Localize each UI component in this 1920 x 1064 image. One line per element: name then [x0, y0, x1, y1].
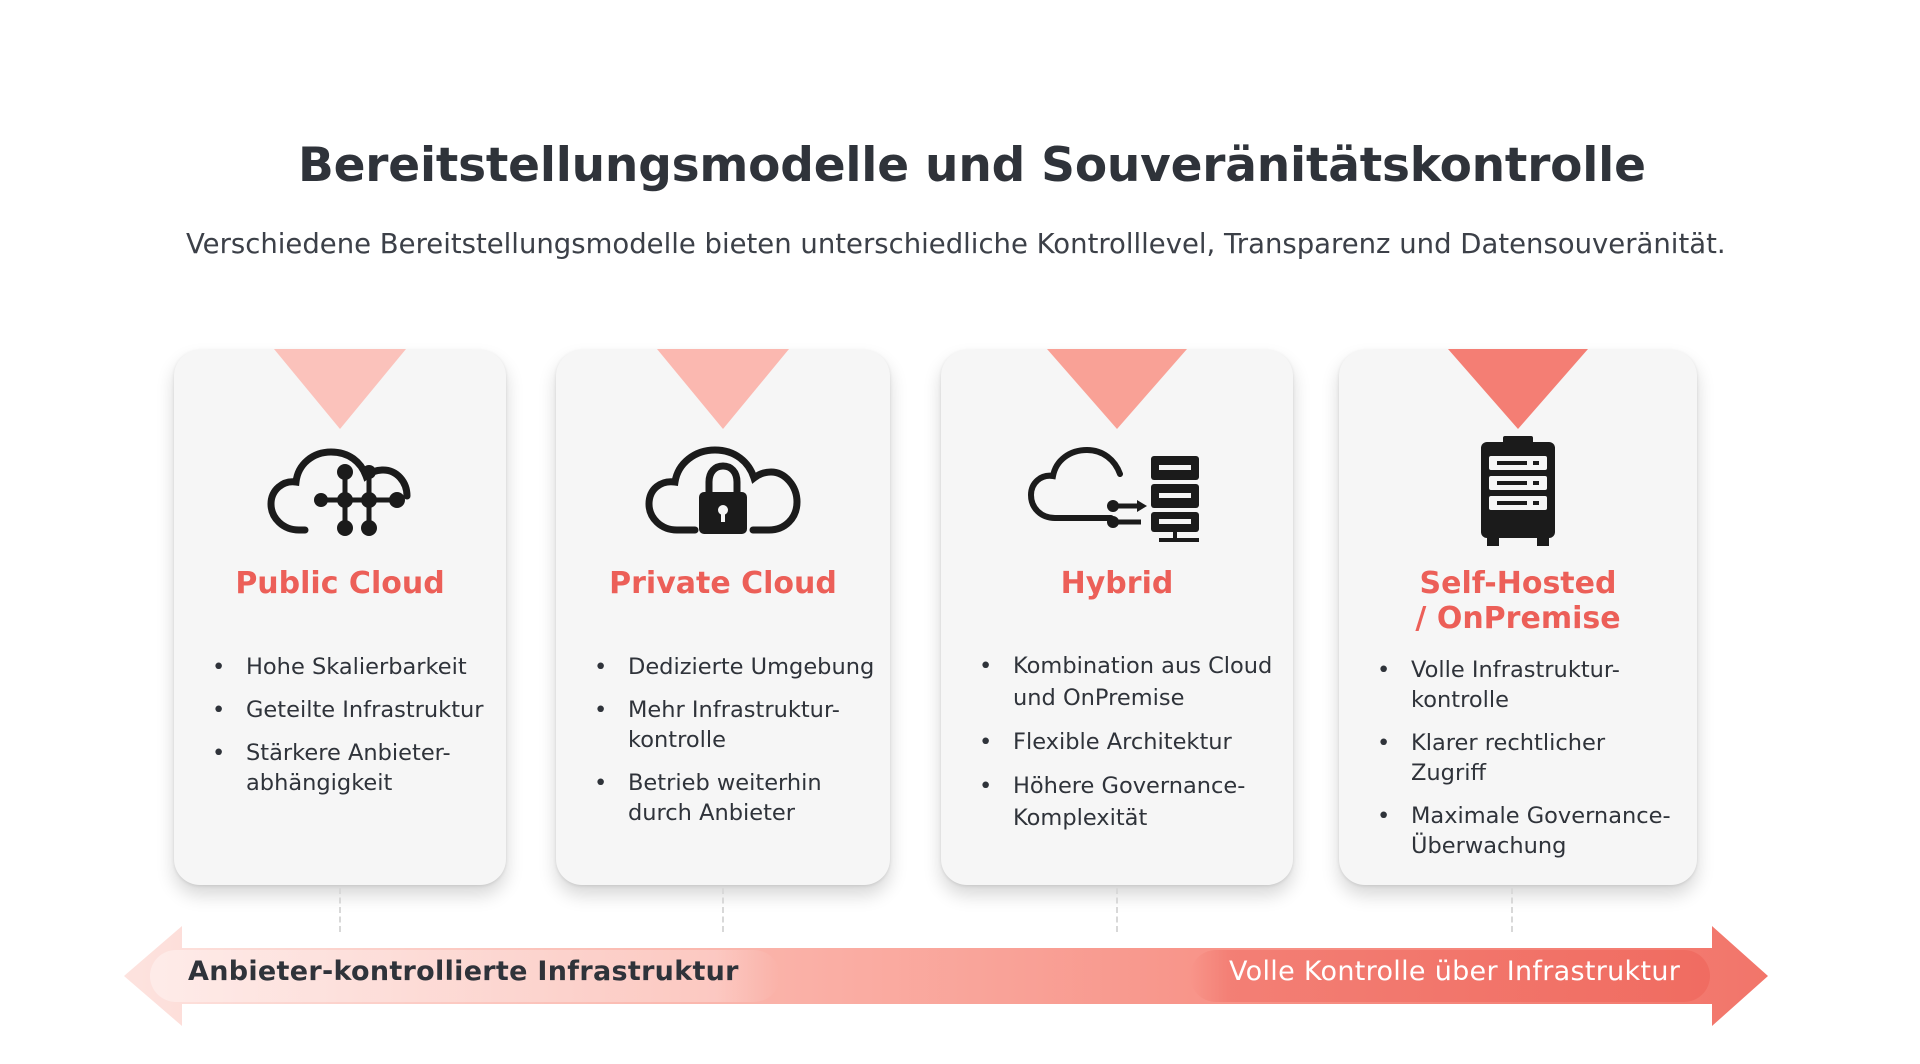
card-title: Self-Hosted / OnPremise: [1415, 566, 1621, 636]
bullet-item: • Betrieb weiterhin durch Anbieter: [628, 768, 876, 828]
spectrum-left-label: Anbieter-kontrollierte Infrastruktur: [188, 956, 739, 987]
bullet-item: • Dedizierte Umgebung: [628, 652, 876, 682]
bullet-item: • Kombination aus Cloud und OnPremise: [1013, 650, 1279, 714]
card-title: Hybrid: [1060, 566, 1174, 601]
page-subtitle: Verschiedene Bereitstellungsmodelle bieten unterschiedliche Kontrolllevel, Transparenz und Datensouveränität.: [186, 228, 1726, 260]
bullet-item: • Hohe Skalierbarkeit: [246, 652, 492, 682]
bullet-item: • Geteilte Infrastruktur: [246, 695, 492, 725]
bullet-item: • Flexible Architektur: [1013, 727, 1279, 757]
card-title: Public Cloud: [235, 566, 445, 601]
spectrum-right-label: Volle Kontrolle über Infrastruktur: [1229, 956, 1681, 987]
bullet-item: • Höhere Governance-Komplexität: [1013, 770, 1279, 834]
card-title: Private Cloud: [609, 566, 837, 601]
bullet-item: • Mehr Infrastruktur-kontrolle: [628, 695, 876, 755]
bullet-item: • Maximale Governance-Überwachung: [1411, 801, 1683, 861]
bullet-item: • Volle Infrastruktur-kontrolle: [1411, 655, 1683, 715]
page-title: Bereitstellungsmodelle und Souveränitätskontrolle: [298, 138, 1646, 193]
bullet-item: • Klarer rechtlicher Zugriff: [1411, 728, 1683, 788]
bullet-item: • Stärkere Anbieter-abhängigkeit: [246, 738, 492, 798]
